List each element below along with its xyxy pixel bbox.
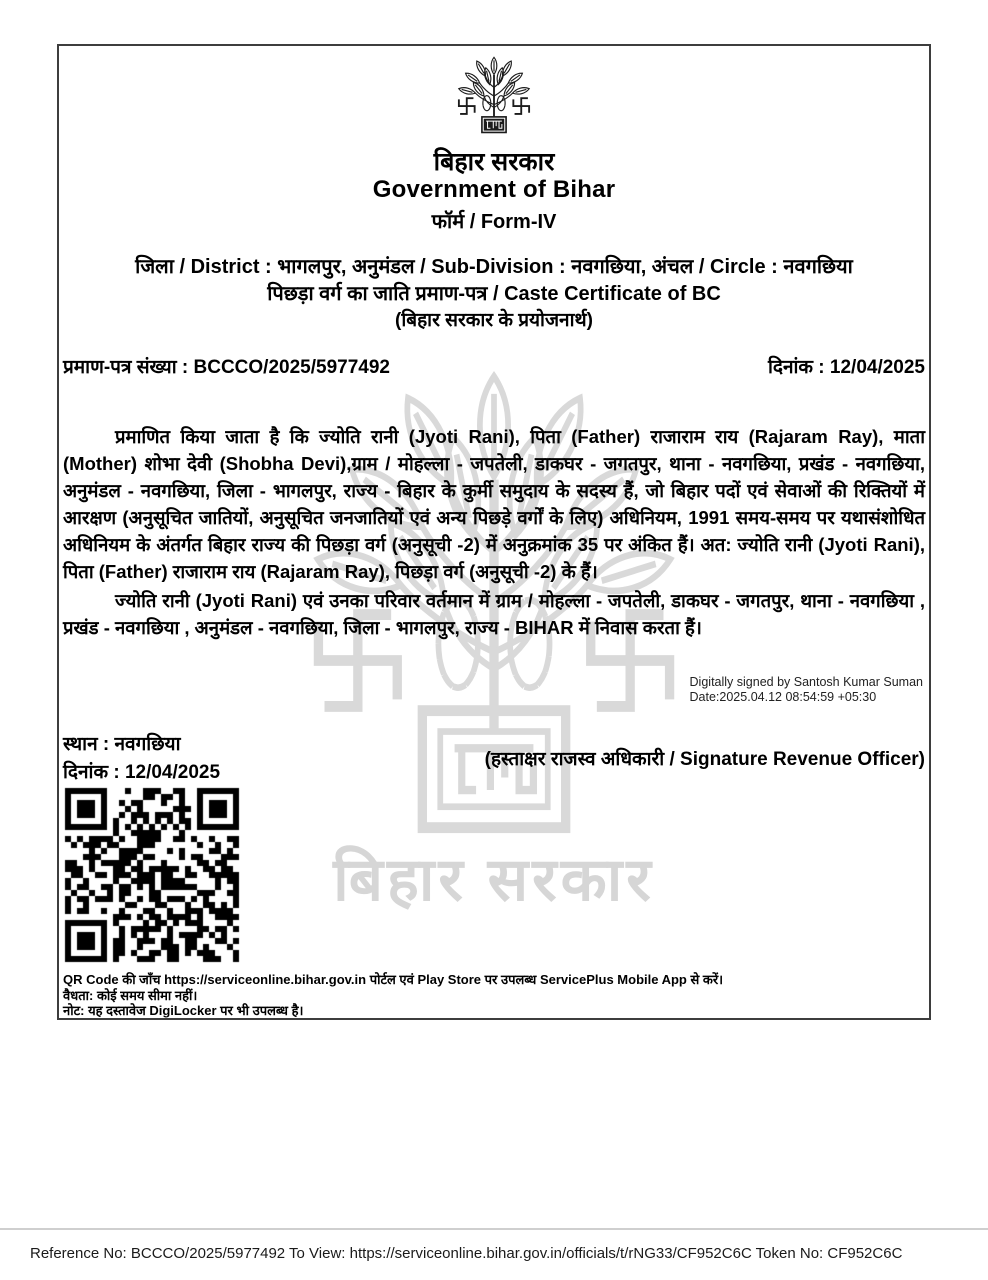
form-number: फॉर्म / Form-IV <box>431 211 557 233</box>
certificate-number-label: प्रमाण-पत्र संख्या : <box>63 357 189 378</box>
signature-date-line: दिनांक : 12/04/2025 <box>63 762 221 783</box>
note-qr-verify: QR Code की जाँच https://serviceonline.bihar.gov.in पोर्टल एवं Play Store पर उपलब्ध ServicePlus Mobile App से करें। <box>63 972 724 987</box>
reference-bar <box>0 1228 988 1280</box>
issue-date-value: 12/04/2025 <box>829 357 925 378</box>
certificate-number-value: BCCCO/2025/5977492 <box>193 357 390 378</box>
footer-notes <box>63 972 925 1019</box>
certificate-title: पिछड़ा वर्ग का जाति प्रमाण-पत्र / Caste Certificate of BC <box>267 283 721 305</box>
meta-row <box>63 353 925 379</box>
digital-signature-block <box>690 675 923 705</box>
watermark-text: बिहार सरकार <box>333 846 655 913</box>
issue-date-label: दिनांक : <box>767 357 825 378</box>
district-subdivision-circle-line: जिला / District : भागलपुर, अनुमंडल / Sub-Division : नवगछिया, अंचल / Circle : नवगछिया <box>135 256 853 278</box>
place-line: स्थान : नवगछिया <box>63 734 181 755</box>
bihar-emblem-icon <box>451 55 537 137</box>
issue-date <box>768 353 925 379</box>
qr-code <box>64 786 240 964</box>
digital-signature-signer: Digitally signed by Santosh Kumar Suman <box>689 675 923 689</box>
residence-paragraph: ज्योति रानी (Jyoti Rani) एवं उनका परिवार वर्तमान में ग्राम / मोहल्ला - जपतेली, डाकघर - जगतपुर, थाना - नवगछिया , प्रखंड - नवगछिया , अनुमंडल - नवगछिया, जिला - भागलपुर, राज्य - BIHAR में निवास करता हैं। <box>63 590 925 638</box>
revenue-officer-signature-line: (हस्ताक्षर राजस्व अधिकारी / Signature Revenue Officer) <box>484 749 925 770</box>
note-digilocker: नोट: यह दस्तावेज DigiLocker पर भी उपलब्ध है। <box>63 1003 304 1018</box>
certificate-number <box>63 353 390 379</box>
digital-signature-date: Date:2025.04.12 08:54:59 +05:30 <box>689 690 877 704</box>
purpose-line: (बिहार सरकार के प्रयोजनार्थ) <box>395 310 593 331</box>
reference-text: Reference No: BCCCO/2025/5977492 To View: https://serviceonline.bihar.gov.in/officials/t/rNG33/CF952C6C Token No: CF952C6C <box>30 1245 903 1262</box>
certificate-document <box>57 44 931 1020</box>
note-validity: वैधता: कोई समय सीमा नहीं। <box>63 987 198 1003</box>
certificate-body-paragraph: प्रमाणित किया जाता है कि ज्योति रानी (Jyoti Rani), पिता (Father) राजाराम राय (Rajaram Ray), माता (Mother) शोभा देवी (Shobha Devi),ग्राम / मोहल्ला - जपतेली, डाकघर - जगतपुर, थाना - नवगछिया, प्रखंड - नवगछिया, अनुमंडल - नवगछिया, जिला - भागलपुर, राज्य - बिहार के कुर्मी समुदाय के सदस्य हैं, जो बिहार पदों एवं सेवाओं की रिक्तियों में आरक्षण (अनुसूचित जातियों, अनुसूचित जनजातियों एवं अन्य पिछड़े वर्गों के लिए) अधिनियम, 1991 समय-समय पर यथासंशोधित अधिनियम के अंतर्गत बिहार राज्य की पिछड़ा वर्ग (अनुसूची -2) में अनुक्रमांक 35 पर अंकित हैं। अत: ज्योति रानी (Jyoti Rani), पिता (Father) राजाराम राय (Rajaram Ray), पिछड़ा वर्ग (अनुसूची -2) के हैं। <box>63 426 925 582</box>
government-name-hindi: बिहार सरकार <box>433 148 555 176</box>
government-name-english: Government of Bihar <box>372 176 616 203</box>
